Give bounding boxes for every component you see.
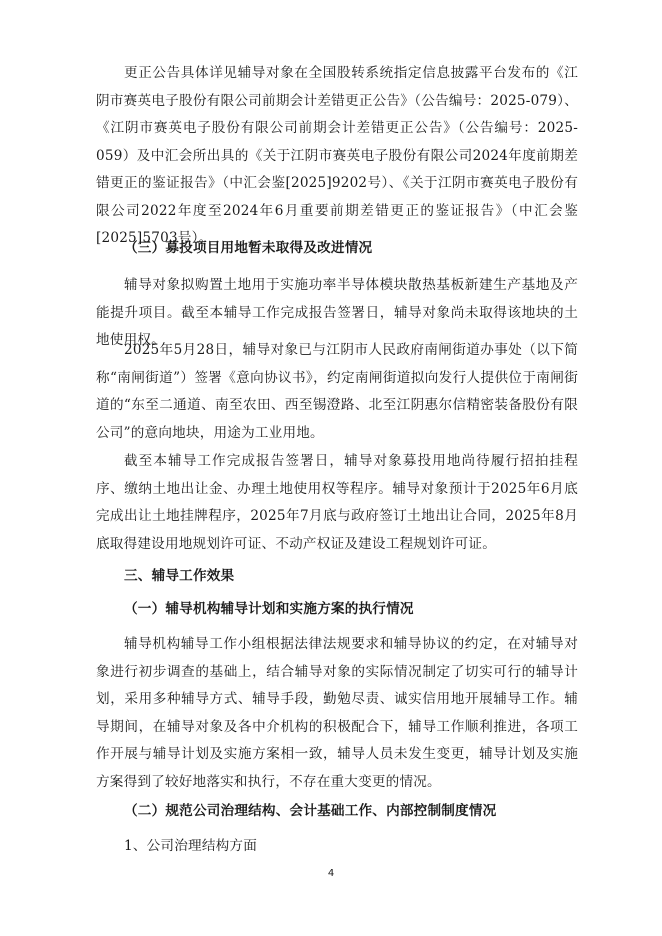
paragraph-land-purchase: 辅导对象拟购置土地用于实施功率半导体模块散热基板新建生产基地及产能提升项目。截至本辅导工作完成报告签署日，辅导对象尚未取得该地块的土地使用权。	[96, 277, 578, 348]
section-title-effects: 三、辅导工作效果	[124, 568, 235, 584]
page-number: 4	[327, 868, 335, 879]
paragraph-correction-notice: 更正公告具体详见辅导对象在全国股转系统指定信息披露平台发布的《江阴市赛英电子股份有限公司前期会计差错更正公告》（公告编号：2025-079）、《江阴市赛英电子股份有限公司前期会计差错更正公告》（公告编号：2025-059）及中汇会所出具的《关于江阴市赛英电子股份有限公司2024年度前期差错更正的鉴证报告》（中汇会鉴[2025]9202号）、《关于江阴市赛英电子股份有限公司2022年度至2024年6月重要前期差错更正的鉴证报告》（中汇会鉴[2025]5703号）。	[96, 65, 578, 246]
paragraph-intent-agreement: 2025年5月28日，辅导对象已与江阴市人民政府南闸街道办事处（以下简称“南闸街道”）签署《意向协议书》，约定南闸街道拟向发行人提供位于南闸街道的“东至二通道、南至农田、西至锡澄路、北至江阴惠尔信精密装备股份有限公司”的意向地块，用途为工业用地。	[96, 342, 578, 441]
paragraph-land-procedure: 截至本辅导工作完成报告签署日，辅导对象募投用地尚待履行招拍挂程序、缴纳土地出让金、办理土地使用权等程序。辅导对象预计于2025年6月底完成出让土地挂牌程序，2025年7月底与政府签订土地出让合同，2025年8月底取得建设用地规划许可证、不动产权证及建设工程规划许可证。	[96, 453, 578, 552]
heading-plan-execution: （一）辅导机构辅导计划和实施方案的执行情况	[124, 601, 414, 617]
subheading-governance-structure: 1、公司治理结构方面	[124, 838, 257, 854]
heading-governance: （二）规范公司治理结构、会计基础工作、内部控制制度情况	[124, 803, 497, 819]
heading-land-not-acquired: （三）募投项目用地暂未取得及改进情况	[124, 240, 373, 256]
paragraph-plan-execution: 辅导机构辅导工作小组根据法律法规要求和辅导协议的约定，在对辅导对象进行初步调查的基础上，结合辅导对象的实际情况制定了切实可行的辅导计划，采用多种辅导方式、辅导手段，勤勉尽责、诚实信用地开展辅导工作。辅导期间，在辅导对象及各中介机构的积极配合下，辅导工作顺利推进，各项工作开展与辅导计划及实施方案相一致，辅导人员未发生变更，辅导计划及实施方案得到了较好地落实和执行，不存在重大变更的情况。	[96, 636, 578, 790]
